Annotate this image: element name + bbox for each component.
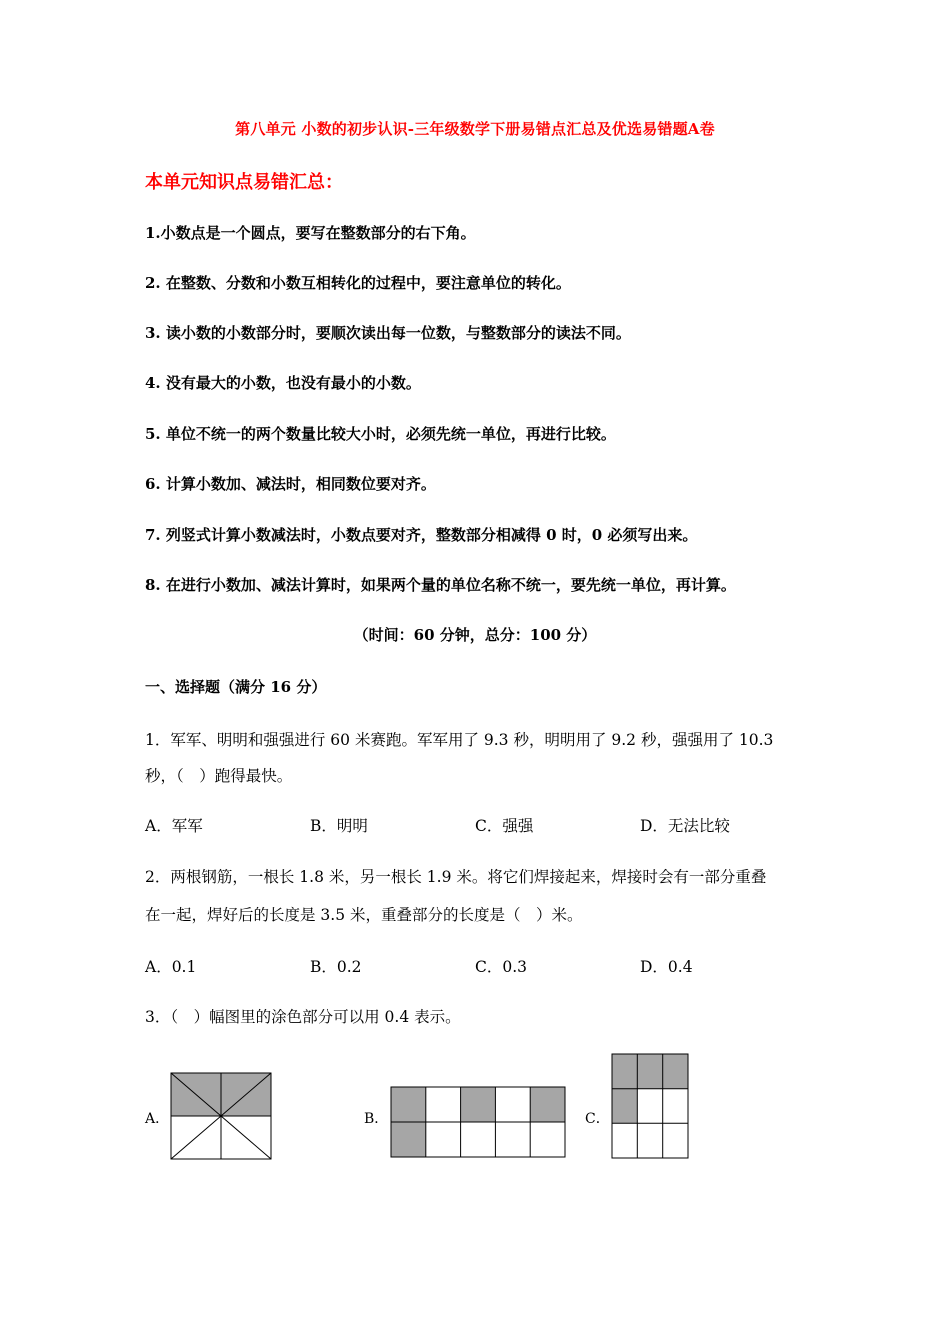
figure-c-shaded-cell [612,1054,637,1089]
tip-item: 3. 读小数的小数部分时，要顺次读出每一位数，与整数部分的读法不同。 [145,324,631,342]
tip-item: 1.小数点是一个圆点，要写在整数部分的右下角。 [145,224,476,242]
question-3-line-1: 3．（ ）幅图里的涂色部分可以用 0.4 表示。 [145,1008,461,1026]
tip-item: 8. 在进行小数加、减法计算时，如果两个量的单位名称不统一，要先统一单位，再计算。 [145,576,736,594]
q1-option-d: D．无法比较 [640,817,730,835]
figure-c-shaded-cell [637,1054,662,1089]
figure-c-shaded-cell [612,1089,637,1124]
document-title: 第八单元 小数的初步认识-三年级数学下册易错点汇总及优选易错题A卷 [235,120,715,138]
figure-c [611,1053,689,1159]
q2-option-d: D．0.4 [640,958,693,976]
figure-label-b: B． [364,1111,389,1127]
figure-b [390,1086,566,1158]
tip-item: 6. 计算小数加、减法时，相同数位要对齐。 [145,475,436,493]
q2-option-a: A．0.1 [145,958,197,976]
section-heading: 本单元知识点易错汇总： [145,172,343,193]
tip-item: 7. 列竖式计算小数减法时，小数点要对齐，整数部分相减得 0 时，0 必须写出来。 [145,526,698,544]
tip-item: 5. 单位不统一的两个数量比较大小时，必须先统一单位，再进行比较。 [145,425,616,443]
figure-b-shaded-cell [391,1087,426,1122]
figure-b-shaded-cell [461,1087,496,1122]
tip-item: 2. 在整数、分数和小数互相转化的过程中，要注意单位的转化。 [145,274,571,292]
tip-item: 4. 没有最大的小数，也没有最小的小数。 [145,374,421,392]
part-heading: 一、选择题（满分 16 分） [145,678,327,696]
q1-option-a: A．军军 [145,817,203,835]
question-1-line-2: 秒，（ ）跑得最快。 [145,767,293,785]
q1-option-b: B．明明 [310,817,368,835]
figure-a [170,1072,272,1160]
question-2-line-1: 2．两根钢筋，一根长 1.8 米，另一根长 1.9 米。将它们焊接起来，焊接时会有一部分重叠 [145,868,767,886]
q1-option-c: C．强强 [475,817,534,835]
figure-b-shaded-cell [391,1122,426,1157]
question-1-line-1: 1．军军、明明和强强进行 60 米赛跑。军军用了 9.3 秒，明明用了 9.2 秒，强强用了 10.3 [145,731,774,749]
figure-label-a: A． [145,1111,170,1127]
question-2-line-2: 在一起，焊好后的长度是 3.5 米，重叠部分的长度是（ ）米。 [145,906,583,924]
figure-c-shaded-cell [663,1054,688,1089]
figure-b-shaded-cell [530,1087,565,1122]
q2-option-b: B．0.2 [310,958,362,976]
q2-option-c: C．0.3 [475,958,528,976]
exam-time-info: （时间：60 分钟，总分：100 分） [353,626,597,644]
figure-label-c: C． [585,1111,610,1127]
